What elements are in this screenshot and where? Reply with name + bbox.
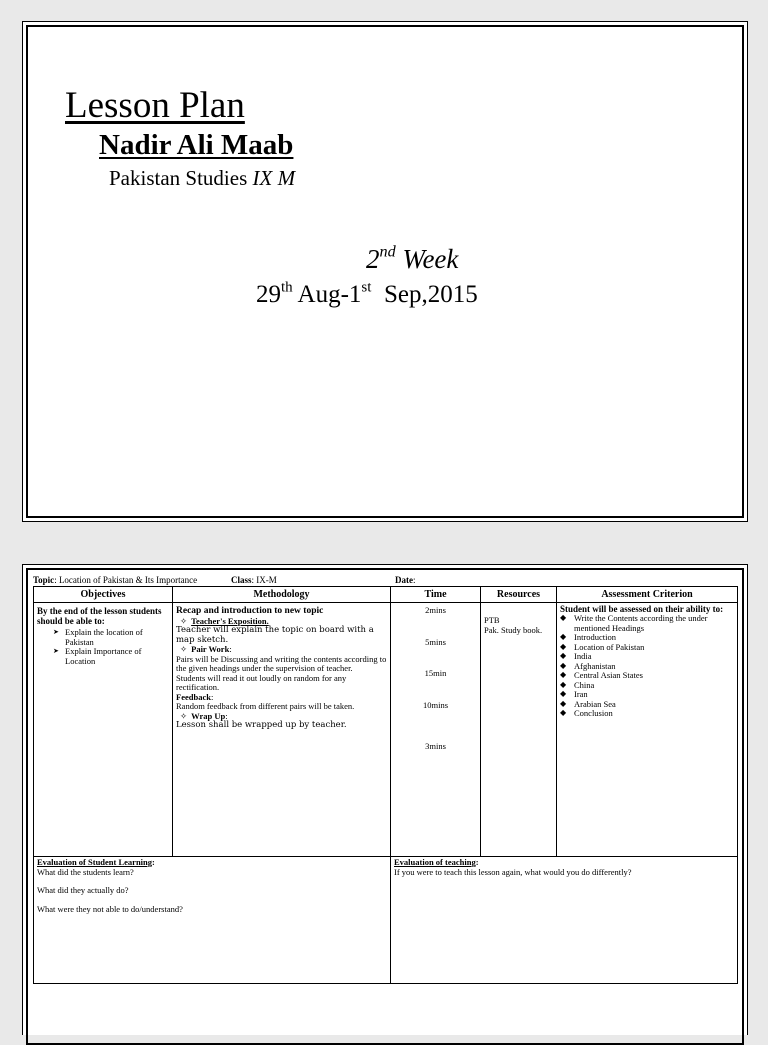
wrap-up-text: Lesson shall be wrapped up by teacher.	[176, 720, 347, 731]
evaluation-teaching-cell	[391, 857, 738, 984]
objectives-cell	[34, 603, 173, 857]
date-field: Date:	[395, 575, 416, 585]
list-item: ◆ Afghanistan	[560, 662, 734, 672]
methodology-cell	[173, 603, 391, 857]
list-item: ◆ India	[560, 652, 734, 662]
topic-field: Topic: Location of Pakistan & Its Importance	[33, 575, 198, 585]
list-item: ◆ China	[560, 681, 734, 691]
resources-cell	[481, 603, 557, 857]
teacher-name: Nadir Ali Maab	[99, 129, 294, 161]
assessment-list	[560, 614, 734, 719]
star-icon: ✧	[180, 710, 188, 721]
subject-line	[109, 166, 295, 191]
date-suffix1: th	[281, 279, 293, 296]
evaluation-student-heading: Evaluation of Student Learning:	[37, 857, 155, 868]
date-end: Sep,2015	[371, 281, 478, 308]
time-value: 15min	[424, 668, 447, 679]
header-time: Time	[391, 587, 481, 603]
resource-item: Pak. Study book.	[484, 624, 543, 635]
objectives-list	[37, 628, 169, 666]
assessment-intro: Student will be assessed on their ability to:	[560, 604, 724, 615]
lesson-plan-table	[33, 586, 738, 984]
list-item: ➤ Explain Importance of Location	[51, 647, 169, 666]
list-item: ◆ Conclusion	[560, 709, 734, 719]
evaluation-row	[34, 857, 738, 984]
week-word: Week	[395, 244, 459, 274]
evaluation-teaching-heading: Evaluation of teaching:	[394, 857, 479, 868]
header-methodology: Methodology	[173, 587, 391, 603]
time-cell	[391, 603, 481, 857]
recap-heading: Recap and introduction to new topic	[176, 606, 324, 617]
star-icon: ✧	[180, 644, 188, 655]
date-middle: Aug-1	[292, 281, 362, 308]
week-line	[366, 244, 458, 275]
pair-work-label: ✧ Pair Work:	[180, 644, 232, 655]
list-item: ◆ Introduction	[560, 633, 734, 643]
class-field: Class: IX-M	[231, 575, 277, 585]
list-item: ◆ Arabian Sea	[560, 700, 734, 710]
week-number: 2	[366, 244, 380, 274]
date-suffix2: st	[361, 279, 372, 296]
eval-question: If you were to teach this lesson again, what would you do differently?	[394, 866, 632, 877]
evaluation-student-cell	[34, 857, 391, 984]
time-value: 5mins	[425, 637, 446, 648]
objectives-intro: By the end of the lesson students should be able to:	[37, 606, 162, 627]
subject-text: Pakistan Studies	[109, 166, 253, 190]
date-day1: 29	[256, 281, 281, 308]
teacher-exposition-text: Teacher will explain the topic on board with a map sketch.	[176, 625, 374, 645]
eval-question: What did the students learn?	[37, 866, 134, 877]
header-objectives: Objectives	[34, 587, 173, 603]
assessment-cell	[557, 603, 738, 857]
week-suffix: nd	[379, 242, 396, 261]
lesson-plan-title: Lesson Plan	[65, 85, 245, 126]
table-content-row	[34, 603, 738, 857]
resource-item: PTB	[484, 615, 500, 626]
students-text: Students will read it out loudly on random for any rectification.	[176, 672, 347, 693]
feedback-text: Random feedback from different pairs will be taken.	[176, 701, 355, 712]
time-value: 10mins	[422, 700, 449, 711]
list-item: ➤ Explain the location of Pakistan	[51, 628, 169, 647]
list-item: ◆ Central Asian States	[560, 671, 734, 681]
cover-page	[22, 21, 748, 522]
eval-question: What did they actually do?	[37, 885, 129, 896]
header-assessment: Assessment Criterion	[557, 587, 738, 603]
plan-page	[22, 564, 748, 1035]
eval-question: What were they not able to do/understand?	[37, 903, 183, 914]
table-header-row	[34, 587, 738, 603]
date-range	[256, 281, 478, 309]
star-icon: ✧	[180, 615, 188, 626]
feedback-label: Feedback:	[176, 691, 214, 702]
time-value: 2mins	[425, 605, 446, 616]
pair-work-text: Pairs will be Discussing and writing the contents according to the given headings under the supervision of teacher.	[176, 653, 387, 674]
teacher-exposition-label: ✧ Teacher's Exposition.	[180, 615, 269, 626]
header-resources: Resources	[481, 587, 557, 603]
wrap-up-label: ✧ Wrap Up:	[180, 710, 228, 721]
list-item: ◆ Iran	[560, 690, 734, 700]
list-item: ◆ Write the Contents according the under mentioned Headings	[560, 614, 734, 633]
time-value: 3mins	[425, 741, 446, 752]
list-item: ◆ Location of Pakistan	[560, 643, 734, 653]
class-text: IX M	[252, 166, 296, 190]
